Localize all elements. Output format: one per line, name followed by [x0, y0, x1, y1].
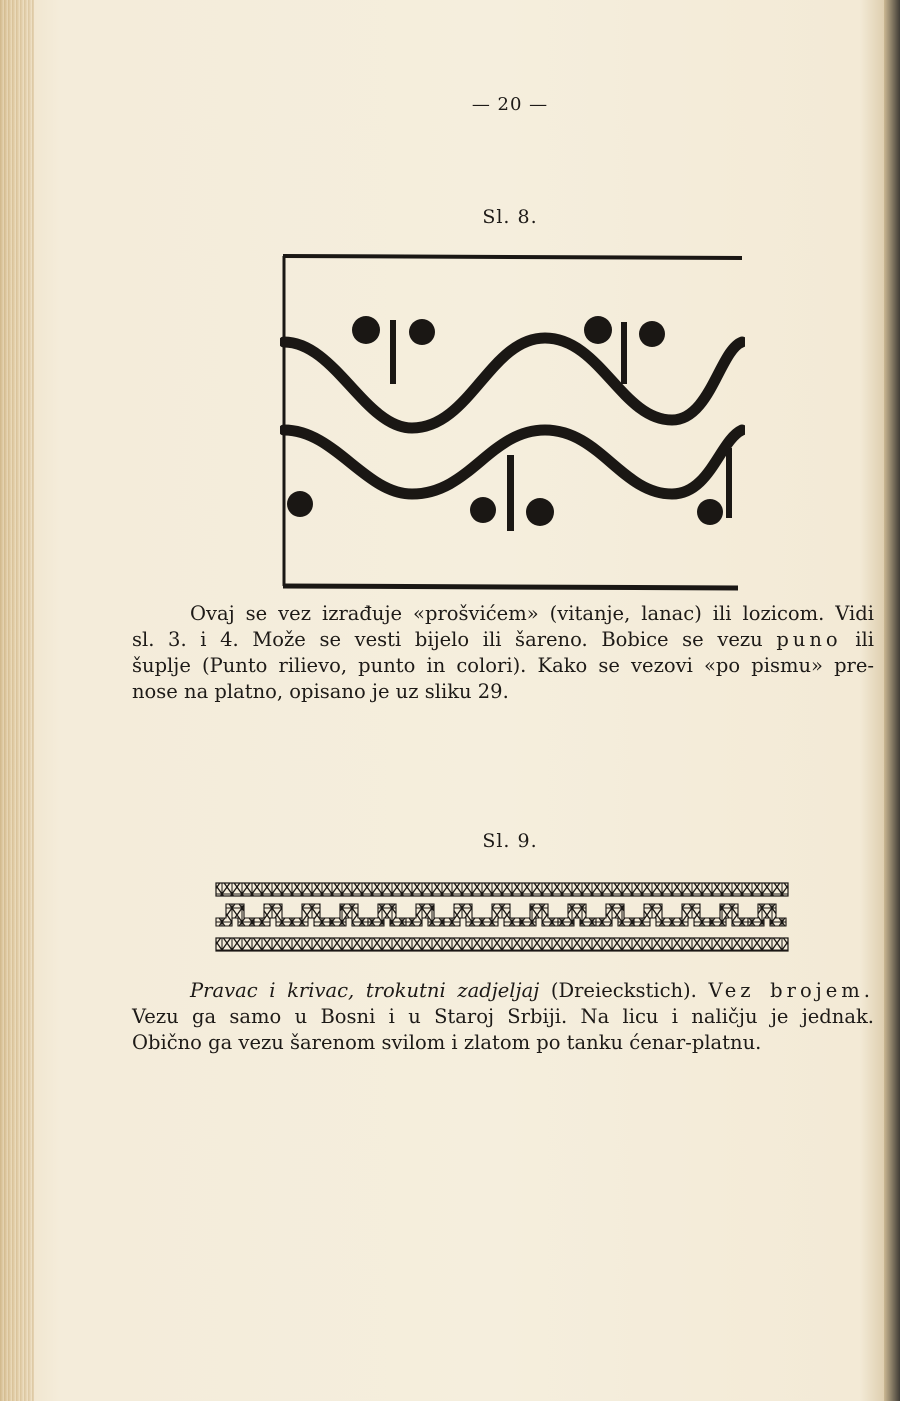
stem	[507, 455, 514, 531]
dot	[526, 498, 554, 526]
text-run: (Dreieckstich).	[539, 979, 709, 1002]
paragraph-1	[132, 601, 874, 705]
dot	[287, 491, 313, 517]
zigzag-step	[596, 904, 634, 926]
zigzag-step	[710, 904, 748, 926]
figure-8-label: Sl. 8.	[482, 206, 538, 228]
frame-top-line	[283, 256, 742, 258]
paragraph-1-line-3: šuplje (Punto rilievo, punto in colori). Kako se vezovi «po pismu» pre-	[132, 654, 874, 677]
zigzag-step	[482, 904, 520, 926]
dot	[409, 319, 435, 345]
zigzag-step	[216, 904, 254, 926]
paragraph-1-line-2	[132, 627, 874, 653]
dot	[697, 499, 723, 525]
zigzag-step	[444, 904, 482, 926]
text-run: sl. 3. i 4. Može se vesti bijelo ili šareno. Bobice se vezu	[132, 628, 777, 651]
stem	[390, 320, 396, 384]
paragraph-2-line-2: Vezu ga samo u Bosni i u Staroj Srbiji. Na licu i naličju je jednak.	[132, 1005, 874, 1028]
paragraph-2-line-3: Obično ga vezu šarenom svilom i zlatom po tanku ćenar-platnu.	[132, 1031, 762, 1054]
figure-9-illustration	[212, 880, 792, 955]
zigzag-step	[406, 904, 444, 926]
zigzag-step	[368, 904, 406, 926]
upper-wave	[284, 338, 742, 428]
dot	[470, 497, 496, 523]
figure-9-label: Sl. 9.	[482, 830, 538, 852]
top-band	[216, 883, 788, 896]
zigzag-step	[520, 904, 558, 926]
zigzag-step	[330, 904, 368, 926]
stem	[621, 322, 627, 384]
bottom-band	[216, 938, 788, 951]
zigzag-step	[672, 904, 710, 926]
middle-zigzag-band	[216, 904, 786, 926]
text-run: ili	[841, 628, 874, 651]
page-number: — 20 —	[471, 94, 549, 115]
paragraph-2-line-1	[132, 978, 874, 1004]
zigzag-step	[292, 904, 330, 926]
zigzag-step	[748, 904, 786, 926]
spaced-phrase: Vez brojem.	[708, 979, 875, 1002]
zigzag-step	[634, 904, 672, 926]
dot	[352, 316, 380, 344]
spaced-word: puno	[776, 628, 842, 651]
zigzag-step	[558, 904, 596, 926]
paragraph-1-line-1: Ovaj se vez izrađuje «prošvićem» (vitanje, lanac) ili lozicom. Vidi	[190, 602, 874, 625]
dot	[584, 316, 612, 344]
paragraph-1-line-4: nose na platno, opisano je uz sliku 29.	[132, 680, 509, 703]
dot	[639, 321, 665, 347]
italic-term: Pravac i krivac, trokutni zadjeljaj	[190, 979, 540, 1002]
zigzag-step	[254, 904, 292, 926]
paragraph-2	[132, 978, 874, 1056]
frame-bottom-line	[283, 586, 738, 588]
figure-8-illustration	[280, 250, 745, 595]
